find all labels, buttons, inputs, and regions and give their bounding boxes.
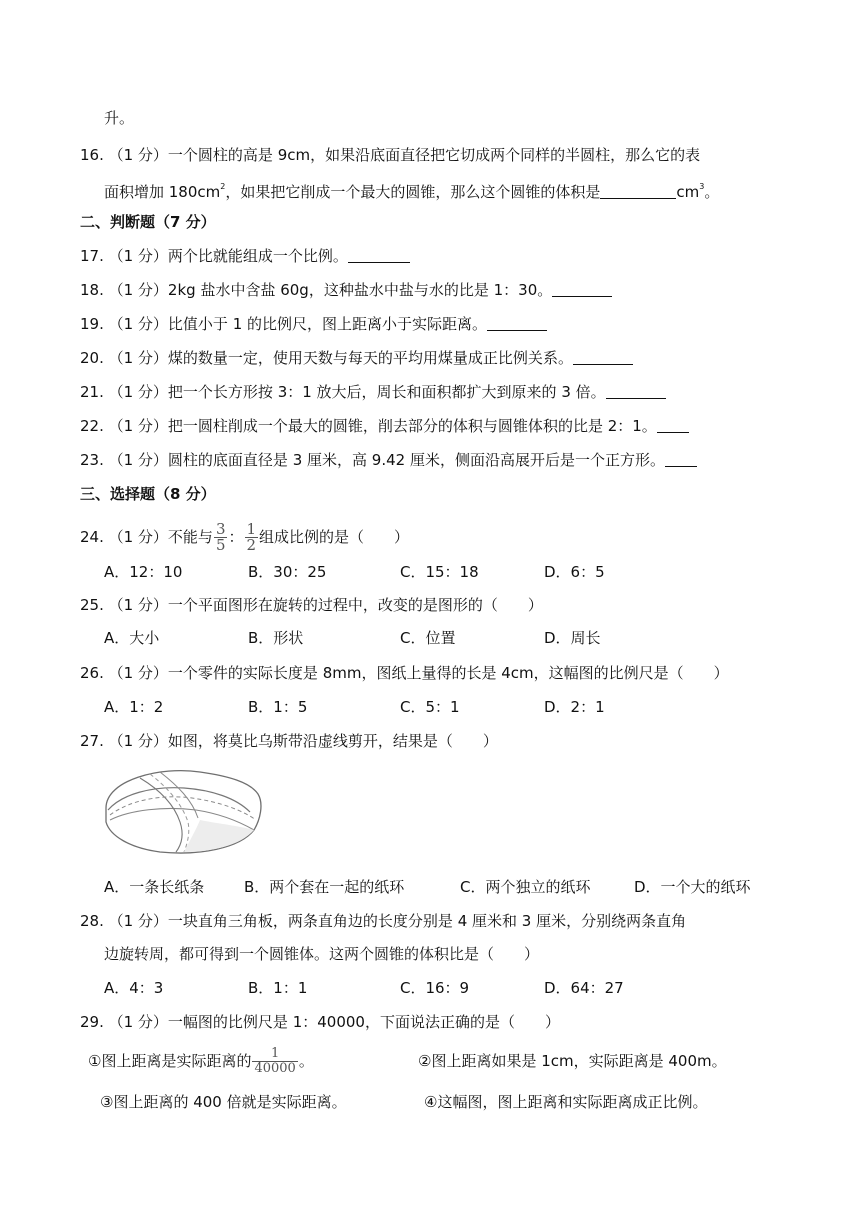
option-b[interactable]: B．1：1 (248, 979, 308, 997)
answer-blank[interactable] (573, 350, 633, 365)
question-27: 27. （1 分）如图，将莫比乌斯带沿虚线剪开，结果是（ ） (80, 732, 498, 750)
fraction-1-40000 (252, 1047, 297, 1076)
option-a[interactable]: A．1：2 (104, 698, 164, 716)
option-d[interactable]: D．一个大的纸环 (634, 878, 751, 896)
question-text: 17. （1 分）两个比就能组成一个比例。 (80, 247, 348, 265)
option-d[interactable]: D．6：5 (544, 563, 605, 581)
statement-4: ④这幅图，图上距离和实际距离成正比例。 (424, 1093, 708, 1111)
question-text: 21. （1 分）把一个长方形按 3：1 放大后，周长和面积都扩大到原来的 3 倍。 (80, 383, 606, 401)
question-text: 23. （1 分）圆柱的底面直径是 3 厘米，高 9.42 厘米，侧面沿高展开后是一个正方形。 (80, 451, 665, 469)
question-16-text-a: 面积增加 180cm (104, 183, 221, 201)
statement-text: ①图上距离是实际距离的 (88, 1052, 252, 1070)
option-d[interactable]: D．周长 (544, 629, 601, 647)
question-22 (80, 416, 689, 436)
statement-2: ②图上距离如果是 1cm，实际距离是 400m。 (418, 1052, 727, 1070)
question-text: 20. （1 分）煤的数量一定，使用天数与每天的平均用煤量成正比例关系。 (80, 349, 573, 367)
option-d[interactable]: D．2：1 (544, 698, 605, 716)
option-c[interactable]: C．位置 (400, 629, 456, 647)
question-text: 24. （1 分）不能与 (80, 528, 213, 546)
answer-blank[interactable] (600, 184, 676, 199)
question-24 (80, 520, 409, 554)
option-b[interactable]: B．1：5 (248, 698, 308, 716)
fraction-denominator: 5 (215, 536, 226, 554)
option-d[interactable]: D．64：27 (544, 979, 624, 997)
option-c[interactable]: C．16：9 (400, 979, 470, 997)
question-28-line1: 28. （1 分）一块直角三角板，两条直角边的长度分别是 4 厘米和 3 厘米，分别绕两条直角 (80, 912, 687, 930)
option-b[interactable]: B．30：25 (248, 563, 327, 581)
period: 。 (704, 183, 720, 201)
option-c[interactable]: C．15：18 (400, 563, 479, 581)
fraction-denominator: 2 (246, 536, 257, 554)
question-18 (80, 280, 612, 300)
superscript-2: 2 (220, 182, 226, 191)
option-c[interactable]: C．5：1 (400, 698, 460, 716)
superscript-3: 3 (699, 182, 705, 191)
answer-blank[interactable] (348, 248, 410, 263)
fraction-numerator: 1 (246, 520, 257, 538)
fraction-3-5 (214, 522, 228, 553)
section-title-judgement: 二、判断题（7 分） (80, 213, 216, 231)
colon: ： (228, 528, 244, 546)
question-28-line2: 边旋转周，都可得到一个圆锥体。这两个圆锥的体积比是（ ） (104, 945, 540, 963)
answer-blank[interactable] (606, 384, 666, 399)
answer-blank[interactable] (665, 452, 697, 467)
question-20 (80, 348, 633, 368)
option-a[interactable]: A．12：10 (104, 563, 183, 581)
statement-3: ③图上距离的 400 倍就是实际距离。 (100, 1093, 347, 1111)
fraction-numerator: 1 (252, 1047, 297, 1062)
statement-1 (88, 1043, 314, 1079)
question-21 (80, 382, 666, 402)
question-text: 组成比例的是（ ） (259, 528, 410, 546)
option-b[interactable]: B．形状 (248, 629, 304, 647)
mobius-strip-figure (100, 760, 264, 860)
question-26: 26. （1 分）一个零件的实际长度是 8mm，图纸上量得的长是 4cm，这幅图的比例尺是（ ） (80, 664, 729, 682)
option-a[interactable]: A．一条长纸条 (104, 878, 205, 896)
period: 。 (298, 1052, 314, 1070)
option-a[interactable]: A．大小 (104, 629, 160, 647)
fraction-denominator: 40000 (254, 1061, 296, 1076)
fraction-1-2 (245, 522, 259, 553)
option-c[interactable]: C．两个独立的纸环 (460, 878, 591, 896)
question-16-line1: 16. （1 分）一个圆柱的高是 9cm，如果沿底面直径把它切成两个同样的半圆柱，那么它的表 (80, 146, 701, 164)
answer-blank[interactable] (487, 316, 547, 331)
answer-blank[interactable] (552, 282, 612, 297)
question-25: 25. （1 分）一个平面图形在旋转的过程中，改变的是图形的（ ） (80, 596, 543, 614)
question-text: 22. （1 分）把一圆柱削成一个最大的圆锥，削去部分的体积与圆锥体积的比是 2：1。 (80, 417, 657, 435)
unit-cm: cm (676, 183, 700, 201)
question-17 (80, 246, 410, 266)
option-b[interactable]: B．两个套在一起的纸环 (244, 878, 405, 896)
question-23 (80, 450, 697, 470)
answer-blank[interactable] (657, 418, 689, 433)
question-16-text-b: ，如果把它削成一个最大的圆锥，那么这个圆锥的体积是 (225, 183, 601, 201)
question-16-line2 (104, 177, 719, 202)
question-15-tail: 升。 (104, 109, 135, 127)
question-text: 19. （1 分）比值小于 1 的比例尺，图上距离小于实际距离。 (80, 315, 488, 333)
question-29: 29. （1 分）一幅图的比例尺是 1：40000，下面说法正确的是（ ） (80, 1013, 560, 1031)
question-text: 18. （1 分）2kg 盐水中含盐 60g，这种盐水中盐与水的比是 1：30。 (80, 281, 553, 299)
section-title-choice: 三、选择题（8 分） (80, 485, 216, 503)
option-a[interactable]: A．4：3 (104, 979, 164, 997)
question-19 (80, 314, 547, 334)
fraction-numerator: 3 (215, 520, 226, 538)
